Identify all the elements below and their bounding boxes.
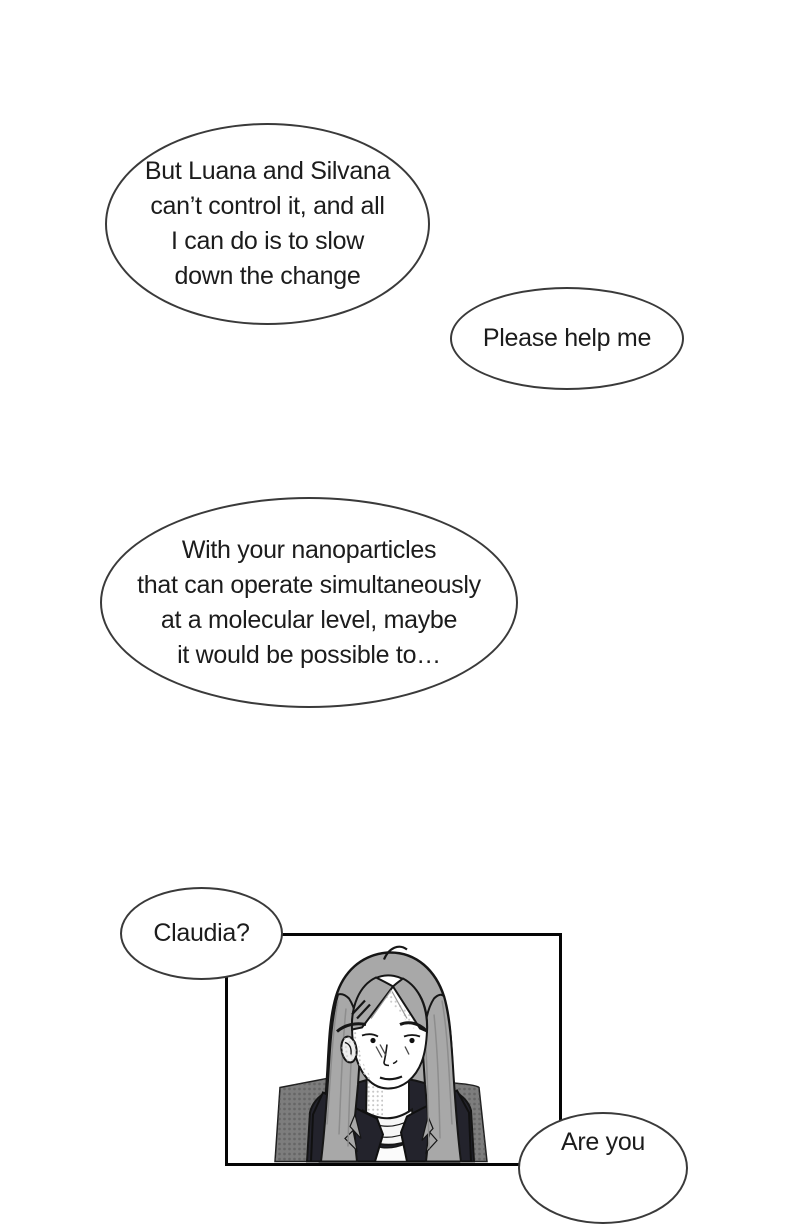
bubble-text-line: I can do is to slow xyxy=(170,227,364,255)
speech-bubble-claudia xyxy=(120,887,283,980)
bubble-text-line: down the change xyxy=(174,262,361,290)
bubble-text-line: at a molecular level, maybe xyxy=(160,605,458,634)
speech-bubble-luana xyxy=(105,123,430,325)
speech-bubble-nanoparticles xyxy=(100,497,518,708)
comic-panel xyxy=(225,933,562,1166)
speech-bubble-please-help xyxy=(450,287,684,390)
bubble-text-line: can’t control it, and all xyxy=(150,192,385,220)
bubble-text-line: Are you xyxy=(560,1128,646,1156)
speech-bubble-are-you xyxy=(518,1112,688,1224)
bubble-text-line: it would be possible to… xyxy=(177,640,441,669)
bubble-text-line: that can operate simultaneously xyxy=(137,570,481,599)
bubble-text-line: But Luana and Silvana xyxy=(144,157,391,185)
bubble-text-line: With your nanoparticles xyxy=(181,535,437,564)
bubble-text-line: Please help me xyxy=(482,324,652,352)
bubble-text-line: Claudia? xyxy=(153,919,250,947)
character-illustration xyxy=(228,936,559,1163)
